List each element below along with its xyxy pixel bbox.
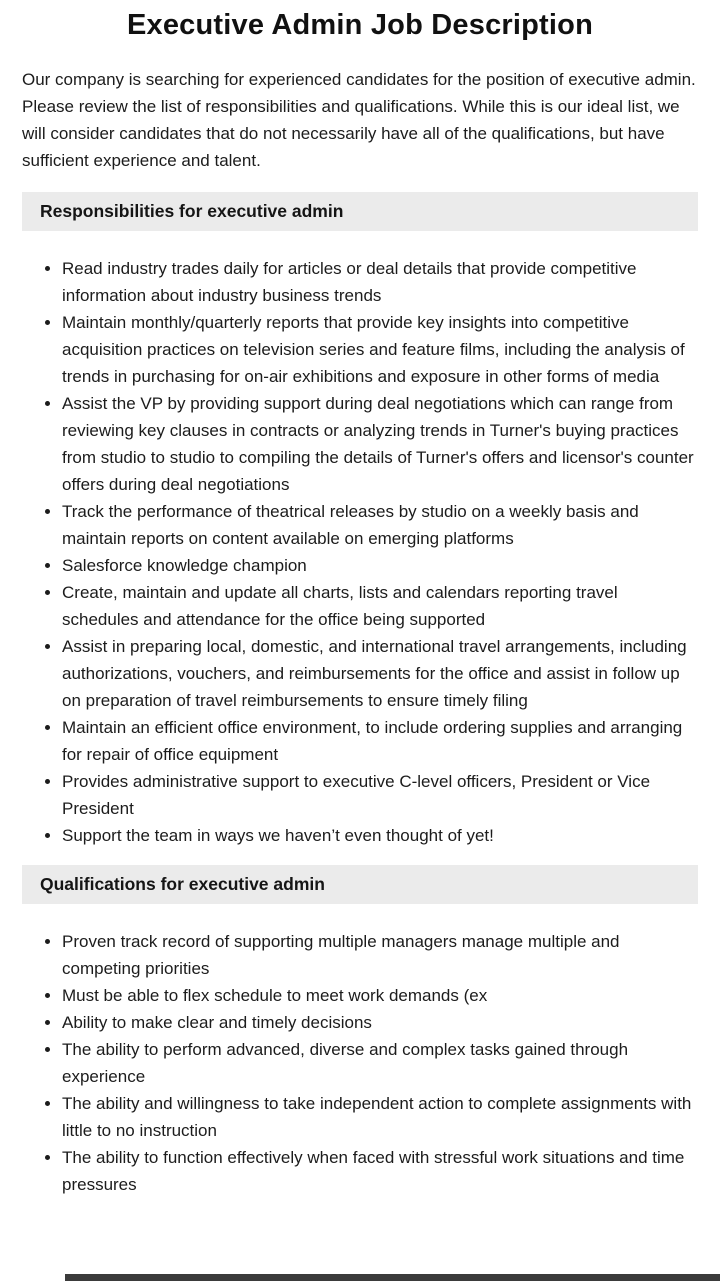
list-item: The ability and willingness to take independent action to complete assignments with little to no instruction (62, 1090, 698, 1144)
list-item: Assist the VP by providing support during deal negotiations which can range from reviewing key clauses in contracts or analyzing trends in Turner's buying practices from studio to studio to compiling the details of Turner's offers and licensor's counter offers during deal negotiations (62, 390, 698, 498)
responsibilities-list (22, 255, 698, 849)
responsibilities-section (22, 192, 698, 849)
list-item: Create, maintain and update all charts, lists and calendars reporting travel schedules and attendance for the office being supported (62, 579, 698, 633)
qualifications-list (22, 928, 698, 1198)
list-item: Read industry trades daily for articles or deal details that provide competitive information about industry business trends (62, 255, 698, 309)
list-item: Provides administrative support to executive C-level officers, President or Vice President (62, 768, 698, 822)
list-item: Must be able to flex schedule to meet work demands (ex (62, 982, 698, 1009)
qualifications-heading: Qualifications for executive admin (22, 865, 698, 904)
intro-paragraph: Our company is searching for experienced candidates for the position of executive admin. Please review the list of responsibilities and qualifications. While this is our ideal list, we will consider candidates that do not necessarily have all of the qualifications, but have sufficient experience and talent. (22, 70, 696, 170)
list-item: Maintain monthly/quarterly reports that provide key insights into competitive acquisition practices on television series and feature films, including the analysis of trends in purchasing for on-air exhibitions and exposure in other forms of media (62, 309, 698, 390)
list-item: Track the performance of theatrical releases by studio on a weekly basis and maintain reports on content available on emerging platforms (62, 498, 698, 552)
bottom-bar (65, 1274, 720, 1281)
list-item: Proven track record of supporting multiple managers manage multiple and competing priorities (62, 928, 698, 982)
list-item: Maintain an efficient office environment, to include ordering supplies and arranging for repair of office equipment (62, 714, 698, 768)
list-item: Ability to make clear and timely decisions (62, 1009, 698, 1036)
list-item: Assist in preparing local, domestic, and international travel arrangements, including authorizations, vouchers, and reimbursements for the office and assist in follow up on preparation of travel reimbursements to ensure timely filing (62, 633, 698, 714)
list-item: Support the team in ways we haven’t even thought of yet! (62, 822, 698, 849)
responsibilities-heading: Responsibilities for executive admin (22, 192, 698, 231)
list-item: Salesforce knowledge champion (62, 552, 698, 579)
page-title: Executive Admin Job Description (126, 9, 593, 41)
qualifications-section (22, 865, 698, 1198)
list-item: The ability to function effectively when faced with stressful work situations and time pressures (62, 1144, 698, 1198)
job-description-document (0, 8, 720, 1198)
list-item: The ability to perform advanced, diverse and complex tasks gained through experience (62, 1036, 698, 1090)
